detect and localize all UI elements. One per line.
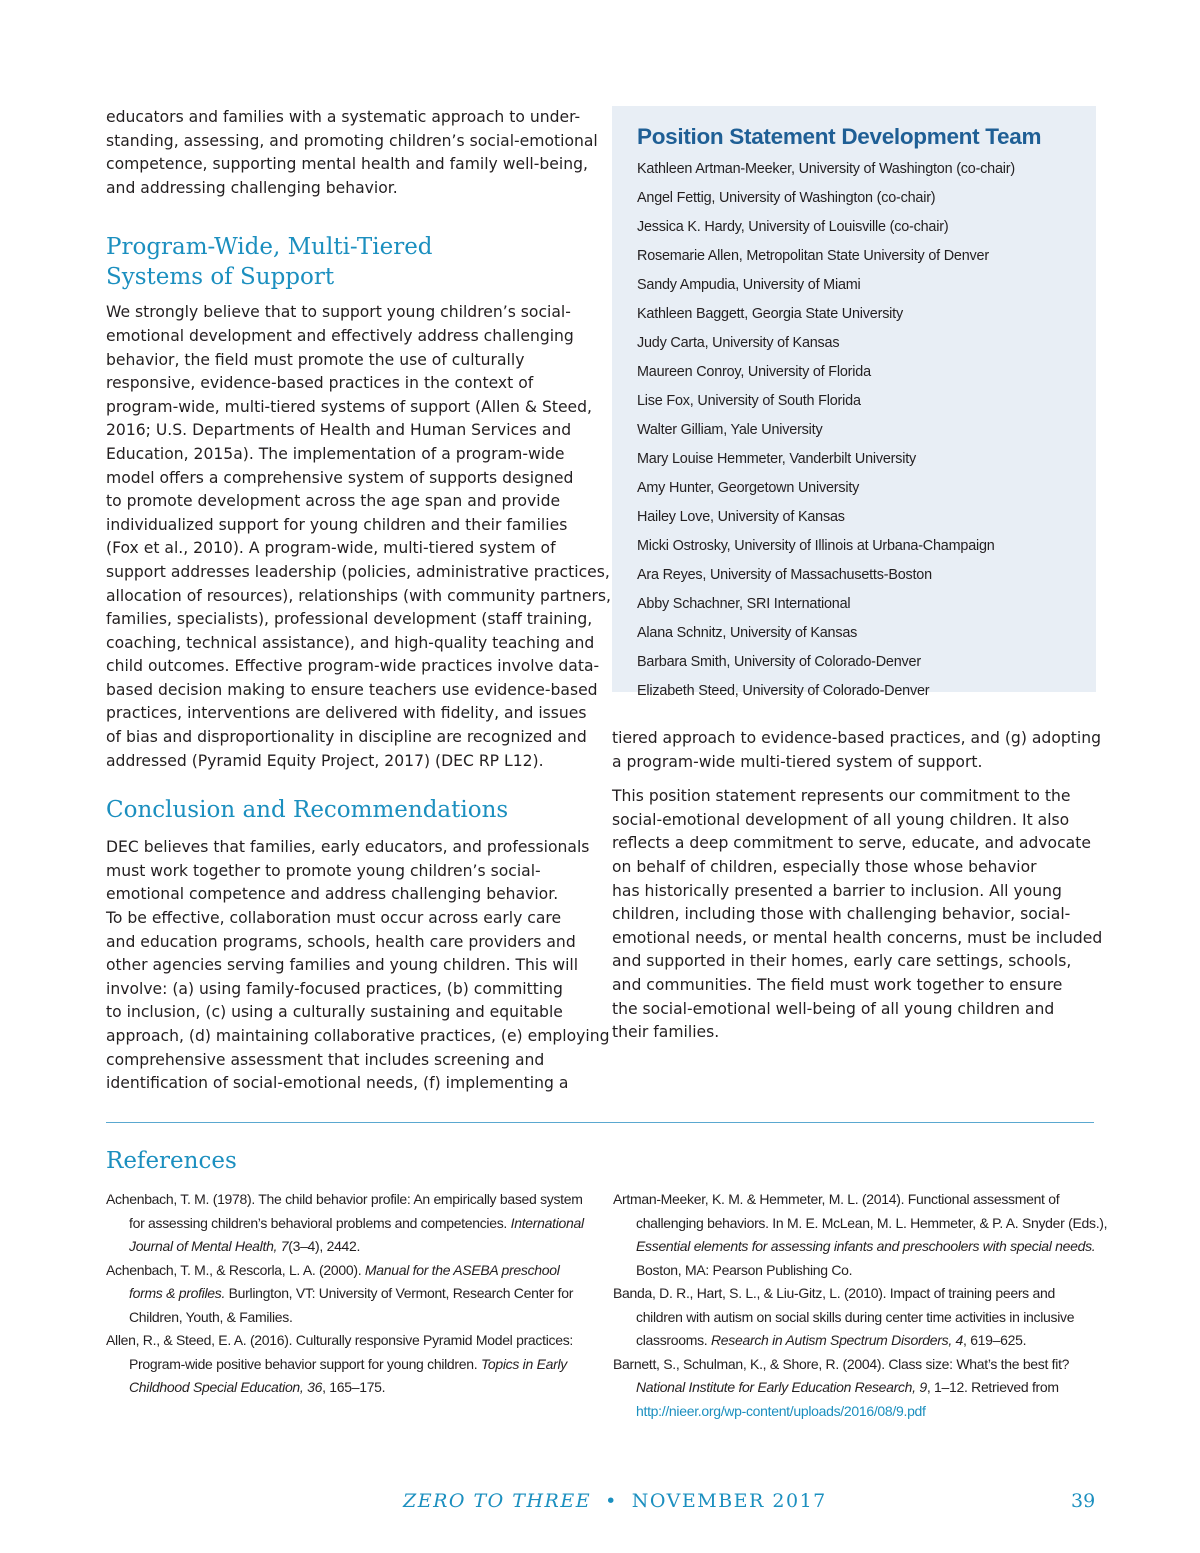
text-line: involve: (a) using family-focused practices, (b) committing [106, 979, 563, 998]
text-line: addressed (Pyramid Equity Project, 2017) (DEC RP L12). [106, 751, 544, 770]
text-line: of bias and disproportionality in discipline are recognized and [106, 728, 587, 747]
team-member: Kathleen Baggett, Georgia State University [637, 306, 903, 322]
page-number: 39 [1071, 1490, 1096, 1512]
text-line: allocation of resources), relationships (with community partners, [106, 586, 611, 605]
text-line: must work together to promote young children’s social- [106, 861, 541, 880]
references-left-column [106, 1188, 590, 1400]
ref-line [106, 1235, 590, 1259]
text-line: on behalf of children, especially those whose behavior [612, 857, 1037, 876]
ref-line: Barnett, S., Schulman, K., & Shore, R. (2004). Class size: What’s the best fit? [613, 1355, 1070, 1372]
text-line: based decision making to ensure teachers use evidence-based [106, 680, 598, 699]
footer-bullet: • [605, 1490, 618, 1512]
text-line: This position statement represents our commitment to the [612, 787, 1071, 806]
ref-line [106, 1353, 590, 1377]
team-member: Elizabeth Steed, University of Colorado-Denver [637, 683, 930, 699]
ref-line: challenging behaviors. In M. E. McLean, M. L. Hemmeter, & P. A. Snyder (Eds.), [636, 1214, 1108, 1231]
ref-journal-title: International [510, 1214, 584, 1231]
text-line: families, specialists), professional development (staff training, [106, 610, 593, 629]
ref-line [613, 1400, 1097, 1424]
text-line: educators and families with a systematic approach to under- [106, 108, 581, 126]
ref-line [106, 1376, 590, 1400]
ref-journal-title: Childhood Special Education, 36 [129, 1379, 323, 1395]
team-member: Abby Schachner, SRI International [637, 596, 851, 612]
text-line: responsive, evidence-based practices in the context of [106, 374, 534, 393]
text-line: other agencies serving families and young children. This will [106, 956, 579, 975]
ref-book-title: forms & profiles. [129, 1285, 226, 1301]
ref-line: Artman-Meeker, K. M. & Hemmeter, M. L. (2014). Functional assessment of [613, 1191, 1060, 1207]
ref-line [106, 1259, 590, 1283]
team-member: Jessica K. Hardy, University of Louisville (co-chair) [637, 219, 949, 235]
text-line: approach, (d) maintaining collaborative practices, (e) employing [106, 1027, 610, 1045]
team-member: Maureen Conroy, University of Florida [637, 364, 871, 380]
ref-journal-title: Journal of Mental Health, 7 [129, 1238, 289, 1254]
ref-line [613, 1235, 1097, 1259]
team-member: Angel Fettig, University of Washington (co-chair) [637, 190, 936, 206]
team-member: Amy Hunter, Georgetown University [637, 480, 860, 496]
team-member: Ara Reyes, University of Massachusetts-Boston [637, 567, 932, 583]
ref-line [613, 1376, 1097, 1400]
ref-book-title: Manual for the ASEBA preschool [364, 1261, 560, 1278]
text-line: child outcomes. Effective program-wide practices involve data- [106, 657, 600, 676]
footer-journal-line [403, 1490, 827, 1512]
team-member: Mary Louise Hemmeter, Vanderbilt University [637, 451, 917, 467]
ref-line [613, 1329, 1097, 1353]
text-line: a program-wide multi-tiered system of support. [612, 752, 983, 771]
team-member: Micki Ostrosky, University of Illinois at Urbana-Champaign [637, 538, 995, 554]
reference-entry [613, 1188, 1108, 1282]
text-line: We strongly believe that to support young children’s social- [106, 303, 571, 322]
text-line: standing, assessing, and promoting children’s social-emotional [106, 131, 598, 150]
ref-line: Achenbach, T. M. (1978). The child behavior profile: An empirically based system [106, 1191, 583, 1207]
text-line: tiered approach to evidence-based practices, and (g) adopting [612, 729, 1101, 747]
team-member: Hailey Love, University of Kansas [637, 509, 845, 525]
text-line: 2016; U.S. Departments of Health and Human Services and [106, 421, 572, 440]
team-member: Barbara Smith, University of Colorado-Denver [637, 654, 921, 670]
ref-line: children with autism on social skills during center time activities in inclusive [636, 1308, 1075, 1325]
ref-text: Achenbach, T. M., & Rescorla, L. A. (2000). [106, 1261, 365, 1278]
reference-entry [613, 1353, 1097, 1424]
ref-text: , 619–625. [963, 1332, 1027, 1348]
commitment-paragraph [612, 785, 1103, 1045]
section-heading-program-wide [106, 232, 592, 292]
reference-entry [106, 1188, 590, 1259]
text-line: comprehensive assessment that includes screening and [106, 1050, 545, 1069]
section-divider [106, 1122, 1094, 1123]
text-line: individualized support for young children and their families [106, 515, 568, 534]
footer-journal-name: ZERO TO THREE [403, 1490, 592, 1512]
text-line: and supported in their homes, early care settings, schools, [612, 952, 1072, 971]
text-line: identification of social-emotional needs, (f) implementing a [106, 1074, 569, 1093]
team-member: Kathleen Artman-Meeker, University of Washington (co-chair) [637, 161, 1015, 177]
reference-url-link[interactable]: http://nieer.org/wp-content/uploads/2016/08/9.pdf [636, 1402, 926, 1419]
text-line: support addresses leadership (policies, administrative practices, [106, 562, 610, 581]
heading-line: Program-Wide, Multi-Tiered [106, 234, 433, 261]
text-line: practices, interventions are delivered with fidelity, and issues [106, 704, 587, 723]
reference-entry [106, 1329, 590, 1400]
ref-journal-title: Topics in Early [480, 1355, 567, 1372]
ref-line: Banda, D. R., Hart, S. L., & Liu-Gitz, L. (2010). Impact of training peers and [613, 1285, 1055, 1301]
heading-line: Conclusion and Recommendations [106, 797, 509, 824]
team-member: Sandy Ampudia, University of Miami [637, 277, 861, 293]
text-line: has historically presented a barrier to inclusion. All young [612, 881, 1062, 900]
text-line: and addressing challenging behavior. [106, 178, 398, 197]
team-member: Lise Fox, University of South Florida [637, 393, 861, 409]
text-line: emotional development and effectively address challenging [106, 326, 574, 345]
right-column [612, 106, 1103, 1045]
footer-issue-date: NOVEMBER 2017 [631, 1490, 827, 1512]
ref-text: (3–4), 2442. [288, 1238, 361, 1254]
ref-text: , 1–12. Retrieved from [926, 1379, 1059, 1395]
heading-line: References [106, 1148, 237, 1174]
team-member: Walter Gilliam, Yale University [637, 422, 823, 438]
team-member: Alana Schnitz, University of Kansas [637, 625, 858, 641]
section-heading-conclusion [106, 795, 592, 825]
text-line: their families. [612, 1023, 720, 1042]
references-heading [106, 1146, 237, 1176]
text-line: (Fox et al., 2010). A program-wide, multi-tiered system of [106, 539, 556, 558]
references-right-column [613, 1188, 1108, 1423]
heading-line: Systems of Support [106, 264, 335, 291]
ref-journal-title: National Institute for Early Education Research, 9 [636, 1379, 927, 1395]
team-member: Judy Carta, University of Kansas [637, 335, 840, 351]
ref-line: Children, Youth, & Families. [129, 1308, 293, 1325]
text-line: and communities. The field must work together to ensure [612, 975, 1063, 994]
text-line: social-emotional development of all young children. It also [612, 810, 1070, 829]
page-footer [0, 1490, 1200, 1520]
ref-line: Boston, MA: Pearson Publishing Co. [636, 1261, 853, 1278]
text-line: To be effective, collaboration must occur across early care [106, 909, 562, 928]
ref-text: Burlington, VT: University of Vermont, Research Center for [225, 1285, 574, 1301]
intro-paragraph [106, 106, 598, 200]
text-line: coaching, technical assistance), and high-quality teaching and [106, 633, 595, 652]
text-line: children, including those with challenging behavior, social- [612, 905, 1071, 924]
continued-paragraph [612, 727, 1101, 774]
conclusion-paragraph [106, 836, 610, 1096]
program-wide-paragraph [106, 301, 611, 773]
text-line: emotional needs, or mental health concerns, must be included [612, 928, 1103, 947]
text-line: emotional competence and address challenging behavior. [106, 885, 559, 904]
ref-text: classrooms. [636, 1332, 711, 1348]
text-line: Education, 2015a). The implementation of a program-wide [106, 444, 565, 463]
text-line: reflects a deep commitment to serve, educate, and advocate [612, 834, 1091, 853]
reference-entry [613, 1282, 1097, 1353]
reference-entry [106, 1259, 590, 1330]
ref-book-title: Essential elements for assessing infants and preschoolers with special needs. [636, 1238, 1096, 1254]
ref-line [106, 1212, 590, 1236]
text-line: competence, supporting mental health and family well-being, [106, 155, 588, 174]
ref-text: , 165–175. [322, 1379, 386, 1395]
text-line: the social-emotional well-being of all young children and [612, 999, 1055, 1018]
team-member: Rosemarie Allen, Metropolitan State University of Denver [637, 248, 989, 264]
ref-text: for assessing children’s behavioral problems and competencies. [129, 1214, 511, 1231]
team-box-title: Position Statement Development Team [637, 124, 1042, 149]
ref-line [106, 1282, 590, 1306]
team-member-list [637, 155, 1072, 706]
text-line: program-wide, multi-tiered systems of support (Allen & Steed, [106, 397, 593, 416]
text-line: and education programs, schools, health care providers and [106, 932, 576, 951]
ref-line: Allen, R., & Steed, E. A. (2016). Culturally responsive Pyramid Model practices: [106, 1332, 573, 1348]
text-line: model offers a comprehensive system of supports designed [106, 468, 574, 487]
text-line: behavior, the field must promote the use of culturally [106, 350, 525, 369]
left-column [106, 106, 611, 1096]
text-line: DEC believes that families, early educators, and professionals [106, 838, 590, 857]
ref-text: Program-wide positive behavior support for young children. [129, 1355, 481, 1372]
ref-journal-title: Research in Autism Spectrum Disorders, 4 [710, 1332, 964, 1348]
text-line: to promote development across the age span and provide [106, 492, 561, 511]
text-line: to inclusion, (c) using a culturally sustaining and equitable [106, 1003, 563, 1022]
development-team-sidebar [612, 106, 1096, 699]
